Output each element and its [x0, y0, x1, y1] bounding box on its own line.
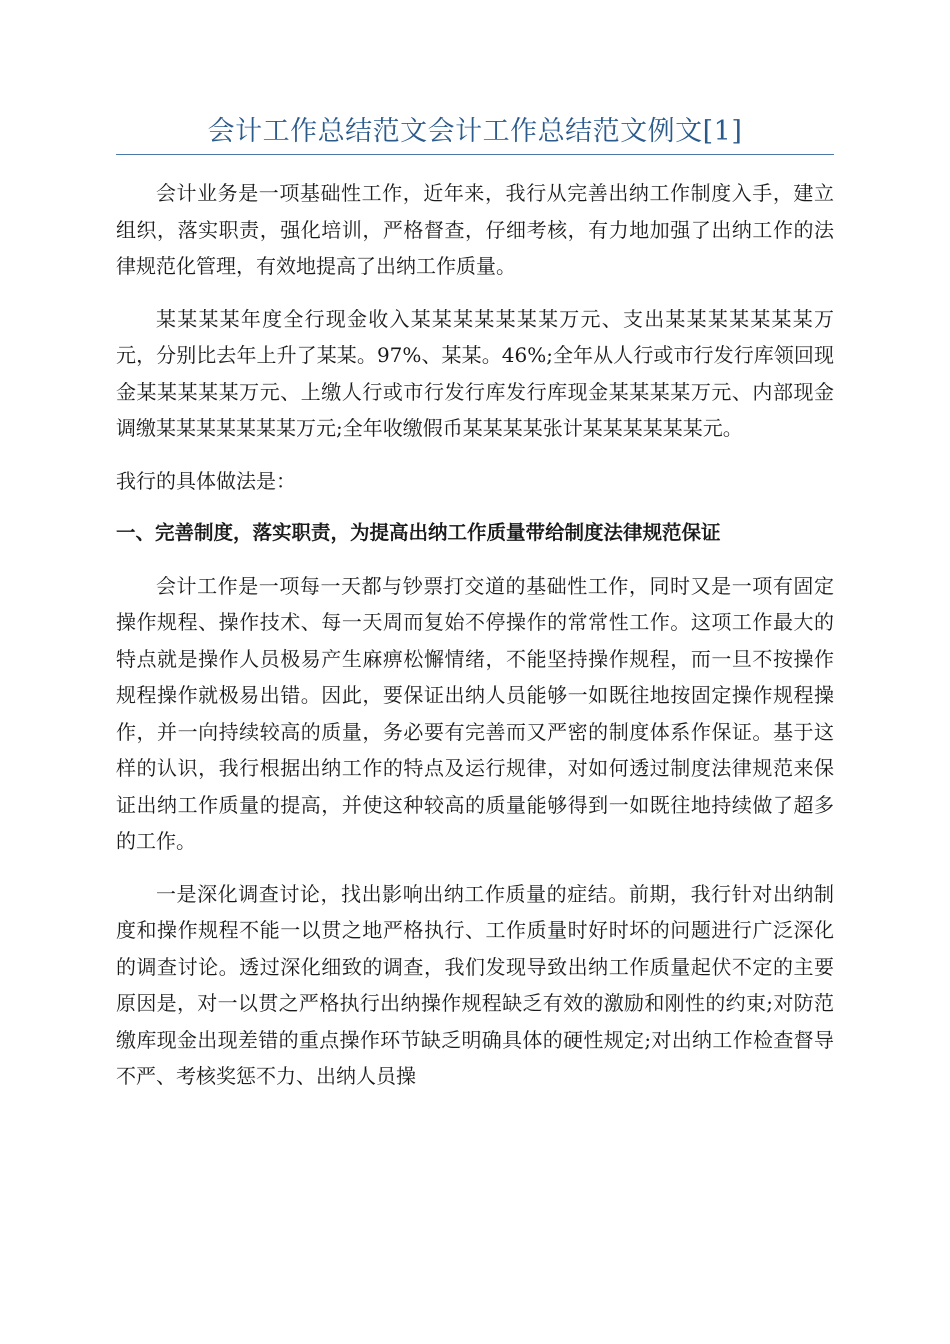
document-title: 会计工作总结范文会计工作总结范文例文[1] — [207, 116, 743, 147]
paragraph-methods-lead: 我行的具体做法是： — [116, 468, 296, 493]
paragraph-section-1-body: 会计工作是一项每一天都与钞票打交道的基础性工作，同时又是一项有固定操作规程、操作技术、每一天周而复始不停操作的常常性工作。这项工作最大的特点就是操作人员极易产生麻痹松懈情绪，不能坚持操作规程，而一旦不按操作规程操作就极易出错。因此，要保证出纳人员能够一如既往地按固定操作规程操作，并一向持续较高的质量，务必要有完善而又严密的制度体系作保证。基于这样的认识，我行根据出纳工作的特点及运行规律，对如何透过制度法律规范来保证出纳工作质量的提高，并使这种较高的质量能够得到一如既往地持续做了超多的工作。 — [116, 573, 834, 853]
paragraph-statistics: 某某某某年度全行现金收入某某某某某某某万元、支出某某某某某某某万元，分别比去年上升了某某。97%、某某。46%;全年从人行或市行发行库领回现金某某某某某万元、上缴人行或市行发行库发行库现金某某某某万元、内部现金调缴某某某某某某某万元;全年收缴假币某某某某张计某某某某某某元。 — [116, 306, 834, 440]
title-underline — [116, 154, 834, 155]
paragraph-point-1: 一是深化调查讨论，找出影响出纳工作质量的症结。前期，我行针对出纳制度和操作规程不能一以贯之地严格执行、工作质量时好时坏的问题进行广泛深化的调查讨论。透过深化细致的调查，我们发现导致出纳工作质量起伏不定的主要原因是，对一以贯之严格执行出纳操作规程缺乏有效的激励和刚性的约束;对防范缴库现金出现差错的重点操作环节缺乏明确具体的硬性规定;对出纳工作检查督导不严、考核奖惩不力、出纳人员操 — [116, 881, 834, 1088]
document-body — [116, 175, 834, 1095]
section-heading-1: 一、完善制度，落实职责，为提高出纳工作质量带给制度法律规范保证 — [116, 521, 721, 544]
paragraph-intro: 会计业务是一项基础性工作，近年来，我行从完善出纳工作制度入手，建立组织，落实职责，强化培训，严格督查，仔细考核，有力地加强了出纳工作的法律规范化管理，有效地提高了出纳工作质量。 — [116, 181, 834, 278]
